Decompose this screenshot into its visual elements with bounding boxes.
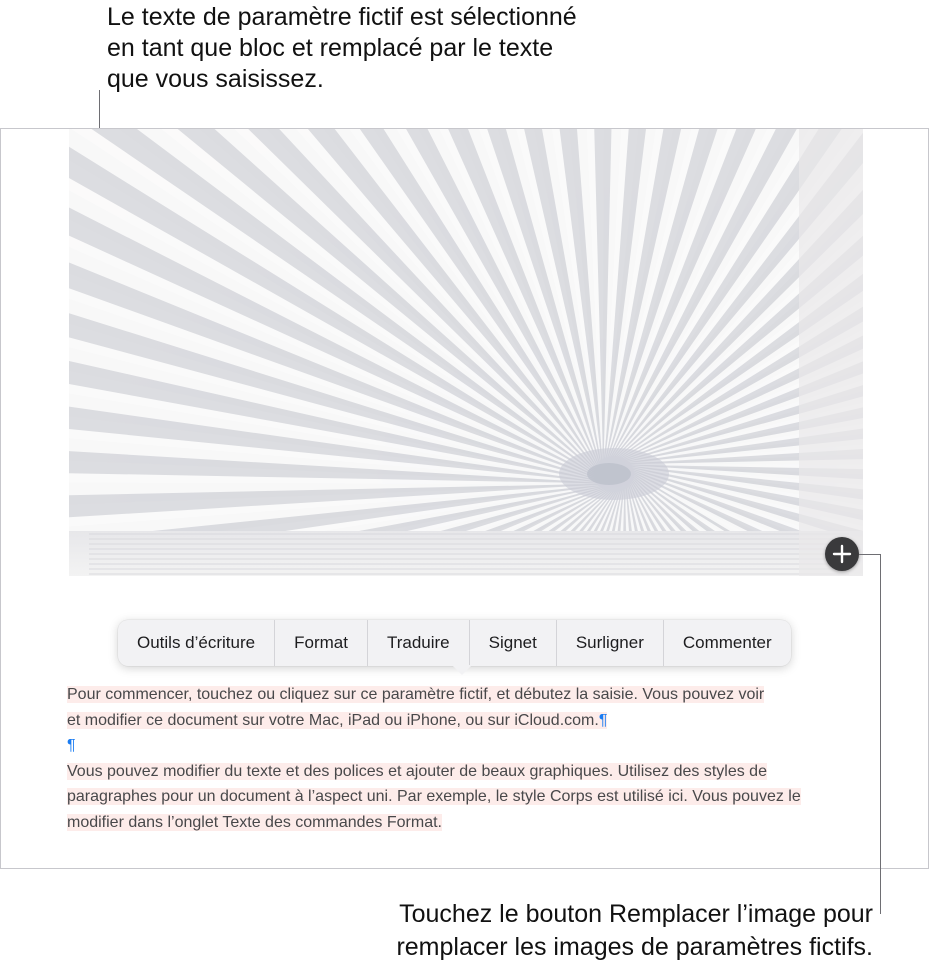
paragraph-mark: ¶ xyxy=(598,711,608,729)
context-menu xyxy=(118,620,791,666)
placeholder-text[interactable]: modifier dans l’onglet Texte des commandes Format. xyxy=(67,813,442,831)
callout-top-line: Le texte de paramètre fictif est sélectionné xyxy=(107,3,577,31)
menu-item-format[interactable]: Format xyxy=(275,620,368,666)
placeholder-text[interactable]: Vous pouvez modifier du texte et des polices et ajouter de beaux graphiques. Utilisez des styles de xyxy=(67,762,767,780)
empty-paragraph-line xyxy=(67,733,867,759)
callout-bottom-line: remplacer les images de paramètres fictifs. xyxy=(396,933,873,961)
context-menu-pointer xyxy=(452,665,472,675)
placeholder-text[interactable]: Pour commencer, touchez ou cliquez sur ce paramètre fictif, et débutez la saisie. Vous pouvez voir xyxy=(67,686,765,703)
paragraph-line xyxy=(67,682,867,708)
paragraph-mark: ¶ xyxy=(67,737,76,754)
callout-top-line: que vous saisissez. xyxy=(107,65,324,93)
menu-item-bookmark[interactable]: Signet xyxy=(470,620,557,666)
placeholder-text-segment: et modifier ce document sur votre Mac, iPad ou iPhone, ou sur iCloud.com. xyxy=(67,711,599,729)
placeholder-text[interactable] xyxy=(67,712,607,729)
replace-image-button[interactable] xyxy=(825,537,859,571)
menu-item-writing-tools[interactable]: Outils d’écriture xyxy=(118,620,275,666)
menu-item-highlight[interactable]: Surligner xyxy=(557,620,664,666)
plus-icon xyxy=(825,537,859,571)
callout-top-line: en tant que bloc et remplacé par le texte xyxy=(107,34,554,62)
callout-bottom-leader-vertical xyxy=(880,554,881,914)
callout-bottom-line: Touchez le bouton Remplacer l’image pour xyxy=(399,900,873,928)
spiral-architecture-image xyxy=(69,129,863,576)
menu-item-translate[interactable]: Traduire xyxy=(368,620,470,666)
menu-item-comment[interactable]: Commenter xyxy=(682,633,772,652)
callout-bottom-leader-horizontal xyxy=(859,554,881,555)
paragraph-line xyxy=(67,810,867,836)
callout-placeholder-text xyxy=(107,2,717,95)
paragraph-line xyxy=(67,708,867,734)
placeholder-text[interactable]: paragraphes pour un document à l’aspect uni. Par exemple, le style Corps est utilisé ici. Vous pouvez le xyxy=(67,788,801,805)
document-body[interactable] xyxy=(67,682,867,835)
image-placeholder[interactable] xyxy=(69,129,863,576)
paragraph-line xyxy=(67,784,867,810)
paragraph-line xyxy=(67,759,867,785)
callout-replace-image xyxy=(253,898,873,964)
